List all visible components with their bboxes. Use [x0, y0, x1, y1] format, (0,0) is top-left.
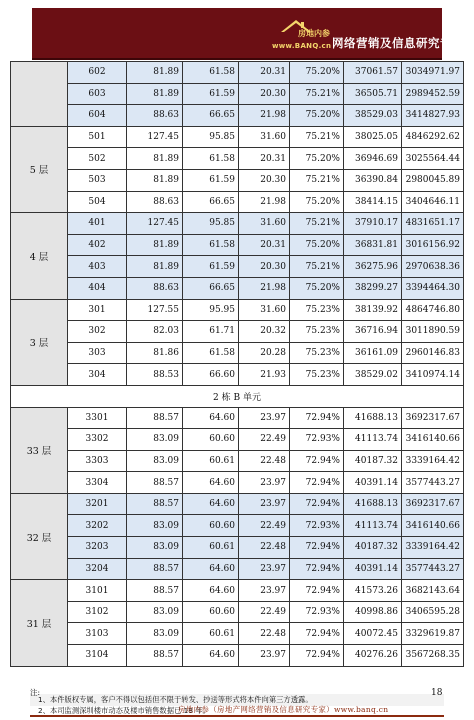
cell-f: 3394464.30 — [402, 277, 464, 299]
cell-a: 127.55 — [127, 299, 183, 321]
cell-room: 602 — [68, 62, 127, 84]
cell-room: 502 — [68, 148, 127, 170]
cell-a: 82.03 — [127, 321, 183, 343]
cell-a: 83.09 — [127, 601, 183, 623]
cell-room: 404 — [68, 277, 127, 299]
cell-d: 75.21% — [290, 256, 344, 278]
cell-c: 31.60 — [239, 299, 290, 321]
table-row — [11, 493, 464, 515]
cell-b: 61.71 — [183, 321, 239, 343]
cell-e: 40276.26 — [344, 645, 402, 667]
cell-a: 81.89 — [127, 83, 183, 105]
cell-e: 41113.74 — [344, 429, 402, 451]
cell-e: 40187.32 — [344, 537, 402, 559]
table-row — [11, 342, 464, 364]
table-row — [11, 580, 464, 602]
section-row — [11, 385, 464, 407]
cell-room: 603 — [68, 83, 127, 105]
cell-b: 64.60 — [183, 580, 239, 602]
cell-a: 88.57 — [127, 472, 183, 494]
cell-b: 66.65 — [183, 191, 239, 213]
cell-f: 4846292.62 — [402, 126, 464, 148]
table-row — [11, 62, 464, 84]
cell-c: 22.49 — [239, 601, 290, 623]
table-row — [11, 213, 464, 235]
cell-e: 36831.81 — [344, 234, 402, 256]
cell-a: 83.09 — [127, 450, 183, 472]
cell-e: 40391.14 — [344, 558, 402, 580]
cell-e: 38529.03 — [344, 105, 402, 127]
cell-room: 3201 — [68, 493, 127, 515]
cell-f: 3339164.42 — [402, 537, 464, 559]
cell-room: 504 — [68, 191, 127, 213]
cell-a: 88.63 — [127, 277, 183, 299]
cell-a: 83.09 — [127, 623, 183, 645]
cell-f: 3339164.42 — [402, 450, 464, 472]
floor-label: 3 层 — [11, 299, 68, 385]
cell-room: 3101 — [68, 580, 127, 602]
table-row — [11, 299, 464, 321]
units-price-table — [10, 61, 464, 667]
cell-d: 75.20% — [290, 62, 344, 84]
report-header — [32, 8, 464, 60]
cell-b: 60.60 — [183, 601, 239, 623]
cell-e: 36505.71 — [344, 83, 402, 105]
cell-e: 38414.15 — [344, 191, 402, 213]
cell-d: 75.23% — [290, 321, 344, 343]
cell-a: 81.89 — [127, 148, 183, 170]
cell-f: 3416140.66 — [402, 429, 464, 451]
table-row — [11, 601, 464, 623]
floor-label: 5 层 — [11, 126, 68, 212]
cell-a: 81.89 — [127, 234, 183, 256]
floor-label: 32 层 — [11, 493, 68, 579]
cell-a: 88.63 — [127, 105, 183, 127]
table-row — [11, 321, 464, 343]
cell-c: 21.98 — [239, 105, 290, 127]
cell-e: 41113.74 — [344, 515, 402, 537]
cell-e: 41688.13 — [344, 493, 402, 515]
cell-room: 302 — [68, 321, 127, 343]
cell-d: 72.94% — [290, 472, 344, 494]
cell-b: 66.65 — [183, 277, 239, 299]
cell-f: 3404646.11 — [402, 191, 464, 213]
cell-d: 75.20% — [290, 277, 344, 299]
notes-label: 注: — [30, 688, 41, 697]
cell-b: 66.65 — [183, 105, 239, 127]
cell-b: 61.58 — [183, 148, 239, 170]
cell-e: 36390.84 — [344, 169, 402, 191]
page-number: 18 — [431, 688, 443, 698]
table-row — [11, 472, 464, 494]
cell-room: 501 — [68, 126, 127, 148]
footer-rule — [30, 715, 444, 717]
cell-a: 83.09 — [127, 515, 183, 537]
cell-a: 81.89 — [127, 169, 183, 191]
cell-e: 40998.86 — [344, 601, 402, 623]
cell-room: 3104 — [68, 645, 127, 667]
cell-e: 40391.14 — [344, 472, 402, 494]
cell-e: 37910.17 — [344, 213, 402, 235]
cell-a: 83.09 — [127, 429, 183, 451]
cell-f: 2989452.59 — [402, 83, 464, 105]
cell-d: 75.21% — [290, 83, 344, 105]
cell-room: 303 — [68, 342, 127, 364]
cell-room: 3202 — [68, 515, 127, 537]
cell-b: 64.60 — [183, 472, 239, 494]
cell-d: 72.94% — [290, 580, 344, 602]
cell-f: 3416140.66 — [402, 515, 464, 537]
table-row — [11, 515, 464, 537]
cell-b: 66.60 — [183, 364, 239, 386]
cell-f: 2980045.89 — [402, 169, 464, 191]
cell-d: 75.20% — [290, 234, 344, 256]
cell-f: 3577443.27 — [402, 558, 464, 580]
cell-room: 403 — [68, 256, 127, 278]
cell-f: 3414827.93 — [402, 105, 464, 127]
cell-b: 95.85 — [183, 126, 239, 148]
cell-e: 40187.32 — [344, 450, 402, 472]
cell-room: 401 — [68, 213, 127, 235]
cell-d: 72.94% — [290, 645, 344, 667]
floor-label: 33 层 — [11, 407, 68, 493]
logo-name: 房地内参 — [298, 29, 330, 38]
cell-c: 31.60 — [239, 126, 290, 148]
cell-f: 3034971.97 — [402, 62, 464, 84]
cell-room: 402 — [68, 234, 127, 256]
cell-b: 61.59 — [183, 83, 239, 105]
table-row — [11, 126, 464, 148]
cell-b: 95.85 — [183, 213, 239, 235]
cell-c: 22.48 — [239, 450, 290, 472]
cell-c: 20.31 — [239, 62, 290, 84]
footer-text: 房地内参（房地产网络营销及信息研究专家）www.banq.cn — [178, 705, 389, 714]
table-row — [11, 83, 464, 105]
cell-d: 72.94% — [290, 537, 344, 559]
cell-e: 36716.94 — [344, 321, 402, 343]
cell-c: 20.31 — [239, 148, 290, 170]
cell-a: 81.89 — [127, 256, 183, 278]
cell-room: 3303 — [68, 450, 127, 472]
cell-b: 61.58 — [183, 234, 239, 256]
table-row — [11, 645, 464, 667]
cell-room: 3102 — [68, 601, 127, 623]
cell-b: 61.58 — [183, 62, 239, 84]
cell-c: 22.49 — [239, 515, 290, 537]
cell-e: 38529.02 — [344, 364, 402, 386]
section-title: 2 栋 B 单元 — [11, 385, 464, 407]
table-row — [11, 429, 464, 451]
cell-e: 37061.57 — [344, 62, 402, 84]
table-row — [11, 105, 464, 127]
cell-a: 88.57 — [127, 580, 183, 602]
cell-a: 81.89 — [127, 62, 183, 84]
cell-f: 2970638.36 — [402, 256, 464, 278]
cell-b: 95.95 — [183, 299, 239, 321]
cell-c: 22.49 — [239, 429, 290, 451]
floor-label — [11, 62, 68, 127]
cell-d: 75.23% — [290, 299, 344, 321]
cell-room: 3204 — [68, 558, 127, 580]
cell-f: 3692317.67 — [402, 493, 464, 515]
logo-url: www.BANQ.cn — [272, 42, 332, 50]
cell-c: 21.98 — [239, 191, 290, 213]
cell-b: 64.60 — [183, 558, 239, 580]
cell-a: 88.57 — [127, 558, 183, 580]
cell-b: 60.60 — [183, 515, 239, 537]
cell-room: 604 — [68, 105, 127, 127]
cell-c: 20.31 — [239, 234, 290, 256]
cell-b: 60.61 — [183, 450, 239, 472]
cell-d: 75.21% — [290, 169, 344, 191]
cell-a: 88.57 — [127, 645, 183, 667]
cell-e: 38025.05 — [344, 126, 402, 148]
cell-b: 64.60 — [183, 407, 239, 429]
table-row — [11, 537, 464, 559]
cell-c: 23.97 — [239, 472, 290, 494]
cell-a: 88.53 — [127, 364, 183, 386]
cell-c: 20.28 — [239, 342, 290, 364]
header-title: 网络营销及信息研究专家 — [332, 36, 464, 50]
cell-e: 36275.96 — [344, 256, 402, 278]
cell-d: 72.94% — [290, 407, 344, 429]
cell-b: 64.60 — [183, 645, 239, 667]
cell-e: 41688.13 — [344, 407, 402, 429]
table-row — [11, 191, 464, 213]
cell-d: 75.23% — [290, 342, 344, 364]
cell-d: 75.21% — [290, 213, 344, 235]
cell-c: 23.97 — [239, 407, 290, 429]
cell-a: 88.57 — [127, 493, 183, 515]
cell-f: 3692317.67 — [402, 407, 464, 429]
cell-room: 3304 — [68, 472, 127, 494]
cell-f: 3567268.35 — [402, 645, 464, 667]
cell-c: 21.93 — [239, 364, 290, 386]
cell-b: 64.60 — [183, 493, 239, 515]
cell-c: 21.98 — [239, 277, 290, 299]
cell-e: 38299.27 — [344, 277, 402, 299]
cell-a: 88.63 — [127, 191, 183, 213]
cell-c: 20.30 — [239, 256, 290, 278]
cell-c: 31.60 — [239, 213, 290, 235]
cell-b: 60.61 — [183, 623, 239, 645]
cell-d: 72.93% — [290, 429, 344, 451]
cell-f: 4864746.80 — [402, 299, 464, 321]
note-line-2: 2、本司监测深圳楼市动态及楼市销售数据已 18 年。 — [38, 706, 210, 715]
table-row — [11, 450, 464, 472]
cell-a: 88.57 — [127, 407, 183, 429]
cell-b: 60.60 — [183, 429, 239, 451]
cell-room: 3203 — [68, 537, 127, 559]
cell-c: 20.30 — [239, 83, 290, 105]
cell-c: 23.97 — [239, 558, 290, 580]
cell-c: 23.97 — [239, 580, 290, 602]
cell-d: 72.94% — [290, 493, 344, 515]
cell-c: 22.48 — [239, 537, 290, 559]
cell-a: 127.45 — [127, 213, 183, 235]
cell-b: 61.59 — [183, 169, 239, 191]
cell-d: 72.93% — [290, 515, 344, 537]
cell-d: 72.94% — [290, 623, 344, 645]
cell-e: 36161.09 — [344, 342, 402, 364]
table-row — [11, 623, 464, 645]
table-row — [11, 277, 464, 299]
table-row — [11, 256, 464, 278]
cell-b: 61.58 — [183, 342, 239, 364]
cell-room: 301 — [68, 299, 127, 321]
cell-f: 3016156.92 — [402, 234, 464, 256]
cell-c: 20.30 — [239, 169, 290, 191]
cell-f: 4831651.17 — [402, 213, 464, 235]
cell-b: 61.59 — [183, 256, 239, 278]
cell-f: 3329619.87 — [402, 623, 464, 645]
cell-e: 41573.26 — [344, 580, 402, 602]
floor-label: 4 层 — [11, 213, 68, 299]
cell-d: 75.20% — [290, 105, 344, 127]
cell-room: 304 — [68, 364, 127, 386]
cell-room: 503 — [68, 169, 127, 191]
table-row — [11, 364, 464, 386]
cell-c: 20.32 — [239, 321, 290, 343]
note-line-1: 1、本件版权专属，客户不得以包括但不限于转发、抄送等形式将本件向第三方透露。 — [38, 695, 313, 704]
cell-e: 36946.69 — [344, 148, 402, 170]
cell-d: 75.23% — [290, 364, 344, 386]
cell-c: 22.48 — [239, 623, 290, 645]
cell-e: 38139.92 — [344, 299, 402, 321]
cell-f: 3025564.44 — [402, 148, 464, 170]
cell-f: 3577443.27 — [402, 472, 464, 494]
cell-f: 2960146.83 — [402, 342, 464, 364]
cell-d: 75.20% — [290, 191, 344, 213]
cell-d: 72.93% — [290, 601, 344, 623]
cell-e: 40072.45 — [344, 623, 402, 645]
floor-label: 31 层 — [11, 580, 68, 666]
cell-d: 75.20% — [290, 148, 344, 170]
cell-d: 72.94% — [290, 450, 344, 472]
table-row — [11, 169, 464, 191]
table-row — [11, 234, 464, 256]
cell-c: 23.97 — [239, 493, 290, 515]
cell-a: 83.09 — [127, 537, 183, 559]
table-row — [11, 407, 464, 429]
cell-f: 3011890.59 — [402, 321, 464, 343]
cell-f: 3682143.64 — [402, 580, 464, 602]
cell-room: 3302 — [68, 429, 127, 451]
cell-a: 127.45 — [127, 126, 183, 148]
cell-c: 23.97 — [239, 645, 290, 667]
cell-room: 3301 — [68, 407, 127, 429]
cell-b: 60.61 — [183, 537, 239, 559]
cell-d: 75.21% — [290, 126, 344, 148]
cell-room: 3103 — [68, 623, 127, 645]
cell-f: 3410974.14 — [402, 364, 464, 386]
cell-a: 81.86 — [127, 342, 183, 364]
table-row — [11, 148, 464, 170]
table-row — [11, 558, 464, 580]
cell-f: 3406595.28 — [402, 601, 464, 623]
cell-d: 72.94% — [290, 558, 344, 580]
